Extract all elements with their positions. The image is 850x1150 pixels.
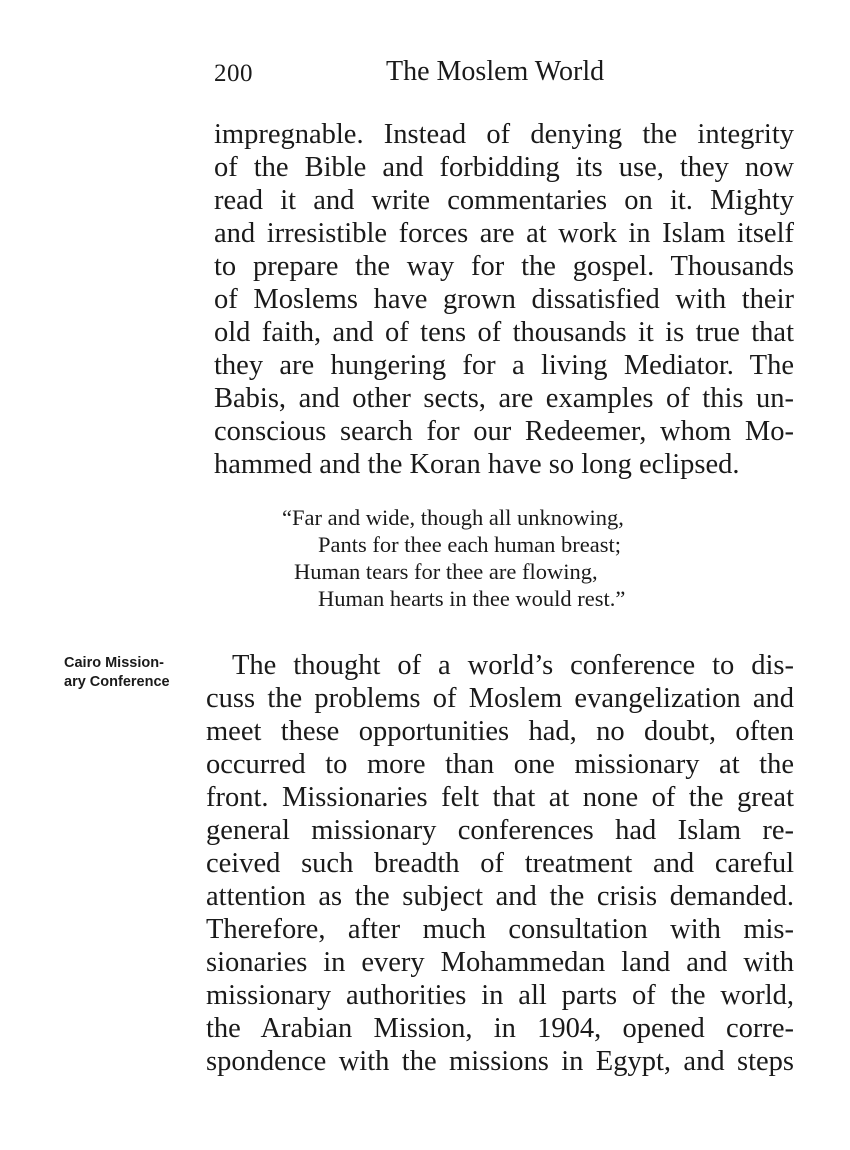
text-line: The thought of a world’s conference to dis- [232, 650, 794, 681]
page-header [214, 56, 794, 92]
verse-line: Human hearts in thee would rest.” [318, 586, 626, 611]
text-line: old faith, and of tens of thousands it is true that [214, 317, 794, 348]
text-line: to prepare the way for the gospel. Thousands [214, 251, 794, 282]
text-line: and irresistible forces are at work in Islam itself [214, 218, 794, 249]
text-line: the Arabian Mission, in 1904, opened corre- [206, 1013, 794, 1044]
text-line: meet these opportunities had, no doubt, often [206, 716, 794, 747]
text-line: hammed and the Koran have so long eclipsed. [214, 449, 740, 480]
verse-line: Pants for thee each human breast; [318, 532, 622, 557]
page-number: 200 [214, 60, 253, 87]
text-line: front. Missionaries felt that at none of the great [206, 782, 794, 813]
text-line: ceived such breadth of treatment and careful [206, 848, 794, 879]
text-line: Babis, and other sects, are examples of this un- [214, 383, 794, 414]
verse-line: “Far and wide, though all unknowing, [282, 505, 624, 530]
text-line: of the Bible and forbidding its use, they now [214, 152, 794, 183]
verse-line: Human tears for thee are flowing, [294, 559, 598, 584]
text-line: impregnable. Instead of denying the integrity [214, 119, 794, 150]
text-line: Therefore, after much consultation with mis- [206, 914, 794, 945]
text-line: attention as the subject and the crisis demanded. [206, 881, 794, 912]
text-line: occurred to more than one missionary at the [206, 749, 794, 780]
text-line: of Moslems have grown dissatisfied with their [214, 284, 794, 315]
sidenote-line: Cairo Mission- [64, 655, 164, 671]
sidenote-line: ary Conference [64, 674, 170, 690]
text-line: read it and write commentaries on it. Mighty [214, 185, 794, 216]
text-line: general missionary conferences had Islam re- [206, 815, 794, 846]
text-line: spondence with the missions in Egypt, and steps [206, 1046, 794, 1077]
text-line: sionaries in every Mohammedan land and with [206, 947, 794, 978]
margin-sidenote [64, 654, 196, 692]
running-title: The Moslem World [386, 56, 605, 87]
text-line: conscious search for our Redeemer, whom Mo- [214, 416, 794, 447]
text-line: they are hungering for a living Mediator. The [214, 350, 794, 381]
text-line: missionary authorities in all parts of the world, [206, 980, 794, 1011]
text-line: cuss the problems of Moslem evangelization and [206, 683, 794, 714]
